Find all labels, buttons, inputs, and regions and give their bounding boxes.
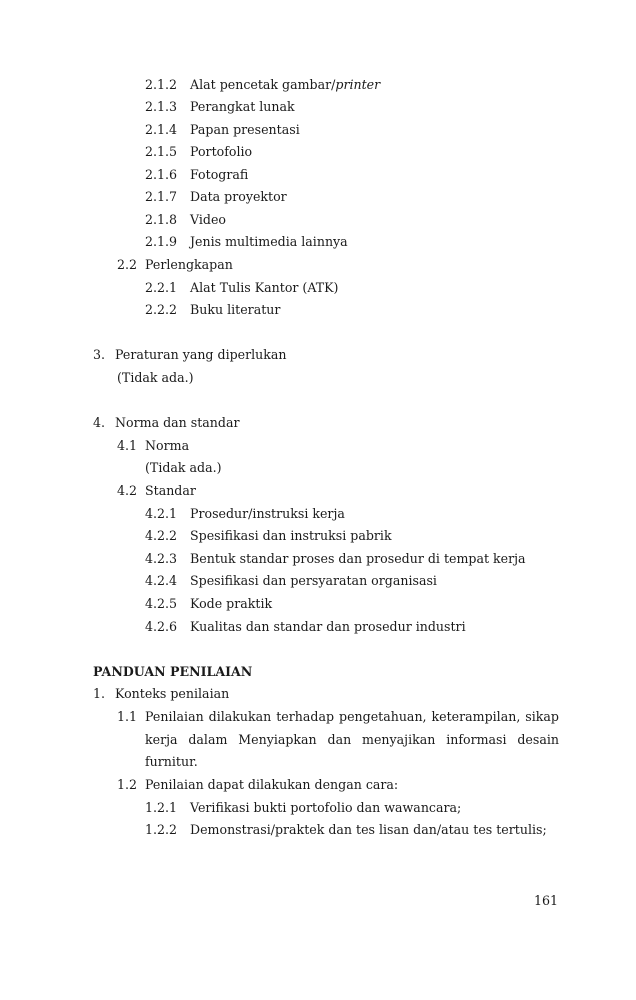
- item-number: 2.1.7: [145, 189, 178, 204]
- item-number: 1.2: [117, 777, 138, 792]
- item-text: Portofolio: [190, 144, 253, 159]
- item-text: Penilaian dilakukan terhadap pengetahuan, keterampilan, sikap: [145, 709, 559, 724]
- item-number: 2.1.4: [145, 122, 178, 137]
- item-number: 2.1.3: [145, 99, 178, 114]
- item-text: Spesifikasi dan instruksi pabrik: [190, 528, 392, 543]
- item-number: 2.1.5: [145, 144, 178, 159]
- item-text: kerja dalam Menyiapkan dan menyajikan informasi desain: [145, 732, 559, 747]
- item-number: 4.2: [117, 483, 138, 498]
- item-number: 1.2.2: [145, 822, 178, 837]
- item-text: Perlengkapan: [145, 257, 233, 272]
- item-text: Penilaian dapat dilakukan dengan cara:: [145, 777, 399, 792]
- item-text: (Tidak ada.): [117, 370, 194, 385]
- item-number: 4.: [93, 415, 106, 430]
- item-text: Alat Tulis Kantor (ATK): [190, 280, 339, 295]
- item-number: 1.: [93, 686, 106, 701]
- item-text: Perangkat lunak: [190, 99, 295, 114]
- item-number: 2.2: [117, 257, 138, 272]
- item-text: Alat pencetak gambar/printer: [190, 77, 381, 92]
- item-number: 2.1.8: [145, 212, 178, 227]
- item-number: 1.2.1: [145, 800, 178, 815]
- item-number: 4.2.1: [145, 506, 178, 521]
- item-text: Peraturan yang diperlukan: [115, 347, 287, 362]
- item-text: Konteks penilaian: [115, 686, 230, 701]
- item-number: 4.2.6: [145, 619, 178, 634]
- item-text: Fotografi: [190, 167, 249, 182]
- item-number: 2.2.1: [145, 280, 178, 295]
- item-number: 4.2.4: [145, 573, 178, 588]
- item-text: Verifikasi bukti portofolio dan wawancara;: [190, 800, 462, 815]
- item-text: Norma: [145, 438, 190, 453]
- item-text: Kode praktik: [190, 596, 273, 611]
- page-number: 161: [533, 893, 558, 908]
- item-number: 4.2.3: [145, 551, 178, 566]
- item-text: Spesifikasi dan persyaratan organisasi: [190, 573, 437, 588]
- item-text: Papan presentasi: [190, 122, 300, 137]
- item-number: 4.2.5: [145, 596, 178, 611]
- section-heading: PANDUAN PENILAIAN: [93, 664, 253, 679]
- item-number: 3.: [93, 347, 106, 362]
- item-text: Data proyektor: [190, 189, 287, 204]
- item-text: furnitur.: [145, 754, 198, 769]
- item-number: 2.1.6: [145, 167, 178, 182]
- item-number: 4.2.2: [145, 528, 178, 543]
- item-text: Standar: [145, 483, 196, 498]
- item-text: Buku literatur: [190, 302, 281, 317]
- item-number: 2.1.2: [145, 77, 178, 92]
- item-text: Norma dan standar: [115, 415, 240, 430]
- item-text: Prosedur/instruksi kerja: [190, 506, 345, 521]
- item-text: Demonstrasi/praktek dan tes lisan dan/atau tes tertulis;: [190, 822, 547, 837]
- item-text: Kualitas dan standar dan prosedur industri: [190, 619, 466, 634]
- item-text: (Tidak ada.): [145, 460, 222, 475]
- item-text: Jenis multimedia lainnya: [190, 234, 348, 249]
- item-text: Bentuk standar proses dan prosedur di tempat kerja: [190, 551, 526, 566]
- item-number: 1.1: [117, 709, 138, 724]
- item-number: 2.2.2: [145, 302, 178, 317]
- item-text: Video: [190, 212, 226, 227]
- item-number: 4.1: [117, 438, 138, 453]
- item-number: 2.1.9: [145, 234, 178, 249]
